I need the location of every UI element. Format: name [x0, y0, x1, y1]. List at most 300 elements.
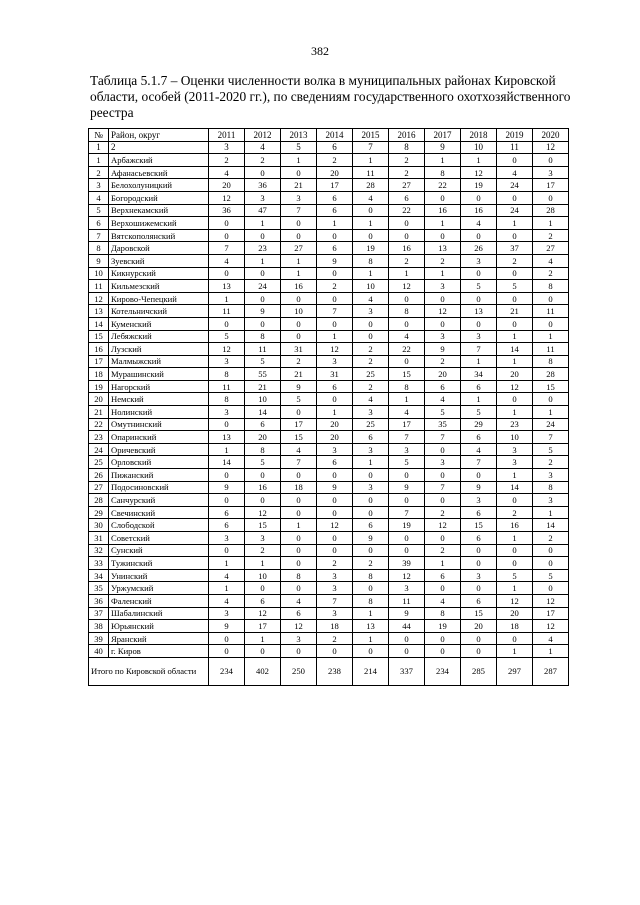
value-cell: 0 [353, 469, 389, 482]
row-number-cell: 16 [89, 343, 109, 356]
value-cell: 1 [353, 267, 389, 280]
value-cell: 18 [497, 620, 533, 633]
value-cell: 0 [497, 154, 533, 167]
value-cell: 5 [209, 330, 245, 343]
value-cell: 0 [317, 532, 353, 545]
value-cell: 0 [497, 494, 533, 507]
value-cell: 31 [317, 368, 353, 381]
table-row [89, 267, 569, 280]
value-cell: 1 [209, 292, 245, 305]
value-cell: 14 [497, 481, 533, 494]
value-cell: 0 [461, 267, 497, 280]
value-cell: 0 [497, 544, 533, 557]
value-cell: 1 [317, 217, 353, 230]
value-cell: 0 [497, 557, 533, 570]
value-cell: 16 [461, 204, 497, 217]
value-cell: 0 [425, 632, 461, 645]
value-cell: 12 [317, 519, 353, 532]
value-cell: 12 [389, 280, 425, 293]
value-cell: 1 [317, 406, 353, 419]
value-cell: 22 [389, 343, 425, 356]
value-cell: 4 [209, 569, 245, 582]
value-cell: 3 [209, 607, 245, 620]
value-cell: 3 [533, 166, 569, 179]
value-cell: 28 [533, 368, 569, 381]
value-cell: 18 [281, 481, 317, 494]
value-cell: 16 [245, 481, 281, 494]
row-number-cell: 7 [89, 229, 109, 242]
row-number-cell: 21 [89, 406, 109, 419]
value-cell: 1 [245, 217, 281, 230]
value-cell: 13 [209, 280, 245, 293]
value-cell: 9 [317, 254, 353, 267]
value-cell: 8 [533, 355, 569, 368]
district-name-cell: Тужинский [109, 557, 209, 570]
district-name-cell: Зуевский [109, 254, 209, 267]
value-cell: 7 [317, 594, 353, 607]
value-cell: 2016 [389, 129, 425, 142]
value-cell: 19 [461, 179, 497, 192]
value-cell: 17 [533, 179, 569, 192]
value-cell: 0 [353, 506, 389, 519]
value-cell: 29 [461, 418, 497, 431]
district-name-cell: Малмыжский [109, 355, 209, 368]
value-cell: 0 [281, 292, 317, 305]
value-cell: 5 [245, 355, 281, 368]
value-cell: 24 [497, 179, 533, 192]
row-number-cell: 28 [89, 494, 109, 507]
value-cell: 3 [281, 191, 317, 204]
value-cell: 4 [461, 443, 497, 456]
value-cell: 3 [533, 494, 569, 507]
value-cell: 1 [245, 254, 281, 267]
value-cell: 16 [281, 280, 317, 293]
value-cell: 0 [245, 582, 281, 595]
value-cell: 12 [281, 620, 317, 633]
value-cell: 2017 [425, 129, 461, 142]
value-cell: 1 [497, 355, 533, 368]
row-number-cell: 30 [89, 519, 109, 532]
value-cell: 0 [353, 330, 389, 343]
table-row [89, 557, 569, 570]
table-row [89, 532, 569, 545]
value-cell: 24 [533, 418, 569, 431]
value-cell: 1 [389, 393, 425, 406]
value-cell: 27 [389, 179, 425, 192]
value-cell: 5 [245, 456, 281, 469]
value-cell: 20 [317, 166, 353, 179]
table-caption: Таблица 5.1.7 – Оценки численности волка в муниципальных районах Кировской области, особей (2011-2020 гг.), по сведениям государственного охотхозяйственного реестра [90, 73, 571, 120]
row-number-cell: 4 [89, 191, 109, 204]
district-name-cell: Нагорский [109, 380, 209, 393]
value-cell: 6 [389, 191, 425, 204]
value-cell: 10 [497, 431, 533, 444]
value-cell: 44 [389, 620, 425, 633]
value-cell: 6 [317, 141, 353, 154]
value-cell: 1 [281, 519, 317, 532]
value-cell: 3 [425, 280, 461, 293]
value-cell: 0 [245, 229, 281, 242]
value-cell: 13 [353, 620, 389, 633]
row-number-cell: 40 [89, 645, 109, 658]
value-cell: 2011 [209, 129, 245, 142]
value-cell: 9 [353, 532, 389, 545]
value-cell: 25 [353, 418, 389, 431]
value-cell: 10 [245, 393, 281, 406]
value-cell: 11 [245, 343, 281, 356]
value-cell: 2013 [281, 129, 317, 142]
value-cell: 3 [317, 355, 353, 368]
value-cell: 10 [353, 280, 389, 293]
district-name-cell: Вятскополянский [109, 229, 209, 242]
value-cell: 17 [281, 418, 317, 431]
value-cell: 20 [461, 620, 497, 633]
value-cell: 14 [497, 343, 533, 356]
value-cell: 0 [389, 317, 425, 330]
value-cell: 4 [353, 393, 389, 406]
row-number-cell: 14 [89, 317, 109, 330]
value-cell: 0 [425, 494, 461, 507]
value-cell: 12 [389, 569, 425, 582]
value-cell: 20 [425, 368, 461, 381]
value-cell: 5 [461, 280, 497, 293]
value-cell: 9 [425, 141, 461, 154]
value-cell: 2 [245, 544, 281, 557]
table-row [89, 607, 569, 620]
value-cell: 2 [317, 280, 353, 293]
table-row [89, 519, 569, 532]
value-cell: 0 [317, 267, 353, 280]
value-cell: 0 [533, 393, 569, 406]
value-cell: 0 [497, 229, 533, 242]
value-cell: 0 [317, 317, 353, 330]
table-header-row [89, 129, 569, 142]
value-cell: 3 [497, 456, 533, 469]
value-cell: 26 [461, 242, 497, 255]
value-cell: 6 [425, 380, 461, 393]
district-name-cell: Нолинский [109, 406, 209, 419]
table-row [89, 544, 569, 557]
value-cell: 4 [353, 191, 389, 204]
value-cell: 3 [425, 456, 461, 469]
value-cell: 21 [281, 179, 317, 192]
value-cell: 12 [245, 607, 281, 620]
district-name-cell: Шабалинский [109, 607, 209, 620]
value-cell: 27 [281, 242, 317, 255]
value-cell: 36 [245, 179, 281, 192]
row-number-cell: 12 [89, 292, 109, 305]
value-cell: 27 [533, 242, 569, 255]
value-cell: 14 [209, 456, 245, 469]
value-cell: 0 [353, 544, 389, 557]
row-number-cell: 27 [89, 481, 109, 494]
value-cell: 8 [353, 254, 389, 267]
row-number-cell: 34 [89, 569, 109, 582]
value-cell: 8 [209, 368, 245, 381]
value-cell: 2 [533, 532, 569, 545]
value-cell: 0 [209, 494, 245, 507]
value-cell: 3 [245, 532, 281, 545]
value-cell: 1 [533, 406, 569, 419]
total-value-cell: 250 [281, 657, 317, 685]
value-cell: 28 [353, 179, 389, 192]
table-row [89, 254, 569, 267]
value-cell: 1 [425, 267, 461, 280]
value-cell: 4 [281, 443, 317, 456]
value-cell: 2018 [461, 129, 497, 142]
district-name-cell: Пижанский [109, 469, 209, 482]
table-row [89, 506, 569, 519]
row-number-cell: 5 [89, 204, 109, 217]
value-cell: 1 [497, 532, 533, 545]
value-cell: 4 [425, 594, 461, 607]
row-number-cell: 32 [89, 544, 109, 557]
value-cell: 0 [389, 469, 425, 482]
table-row [89, 166, 569, 179]
value-cell: 1 [533, 330, 569, 343]
value-cell: 18 [317, 620, 353, 633]
value-cell: 0 [425, 443, 461, 456]
value-cell: 10 [281, 305, 317, 318]
value-cell: 9 [245, 305, 281, 318]
value-cell: 15 [533, 380, 569, 393]
value-cell: 4 [245, 141, 281, 154]
value-cell: 0 [281, 557, 317, 570]
value-cell: 23 [497, 418, 533, 431]
value-cell: 7 [461, 456, 497, 469]
value-cell: 0 [425, 292, 461, 305]
value-cell: 0 [425, 582, 461, 595]
value-cell: 4 [209, 594, 245, 607]
row-number-cell: 26 [89, 469, 109, 482]
total-value-cell: 214 [353, 657, 389, 685]
value-cell: 0 [209, 229, 245, 242]
value-cell: 3 [317, 569, 353, 582]
district-name-cell: Подосиновский [109, 481, 209, 494]
value-cell: 2 [497, 506, 533, 519]
value-cell: 2 [389, 154, 425, 167]
table-total-row [89, 657, 569, 685]
value-cell: 0 [533, 544, 569, 557]
value-cell: 11 [353, 166, 389, 179]
table-row [89, 343, 569, 356]
value-cell: 0 [281, 406, 317, 419]
row-number-cell: № [89, 129, 109, 142]
value-cell: 0 [353, 229, 389, 242]
value-cell: 1 [353, 154, 389, 167]
district-name-cell: Кикнурский [109, 267, 209, 280]
value-cell: 3 [533, 469, 569, 482]
value-cell: 0 [353, 645, 389, 658]
value-cell: 3 [461, 254, 497, 267]
value-cell: 1 [245, 632, 281, 645]
value-cell: 0 [461, 229, 497, 242]
value-cell: 0 [461, 557, 497, 570]
value-cell: 6 [317, 380, 353, 393]
value-cell: 12 [209, 343, 245, 356]
value-cell: 0 [353, 204, 389, 217]
district-name-cell: Куменский [109, 317, 209, 330]
value-cell: 0 [209, 632, 245, 645]
value-cell: 0 [317, 506, 353, 519]
value-cell: 0 [533, 191, 569, 204]
value-cell: 0 [389, 632, 425, 645]
value-cell: 4 [389, 406, 425, 419]
value-cell: 6 [317, 191, 353, 204]
value-cell: 24 [497, 204, 533, 217]
value-cell: 8 [425, 607, 461, 620]
value-cell: 6 [245, 418, 281, 431]
value-cell: 12 [425, 519, 461, 532]
value-cell: 0 [281, 645, 317, 658]
table-row [89, 418, 569, 431]
value-cell: 0 [281, 532, 317, 545]
value-cell: 9 [209, 620, 245, 633]
value-cell: 1 [209, 557, 245, 570]
value-cell: 20 [209, 179, 245, 192]
value-cell: 11 [209, 305, 245, 318]
value-cell: 10 [245, 569, 281, 582]
value-cell: 2019 [497, 129, 533, 142]
value-cell: 1 [497, 217, 533, 230]
value-cell: 7 [209, 242, 245, 255]
row-number-cell: 22 [89, 418, 109, 431]
value-cell: 9 [209, 481, 245, 494]
value-cell: 7 [281, 204, 317, 217]
total-value-cell: 402 [245, 657, 281, 685]
district-name-cell: Юрьянский [109, 620, 209, 633]
value-cell: 0 [389, 217, 425, 230]
value-cell: 8 [353, 569, 389, 582]
row-number-cell: 1 [89, 154, 109, 167]
table-row [89, 204, 569, 217]
value-cell: 2 [353, 343, 389, 356]
row-number-cell: 18 [89, 368, 109, 381]
district-name-cell: Фаленский [109, 594, 209, 607]
value-cell: 3 [497, 443, 533, 456]
row-number-cell: 1 [89, 141, 109, 154]
district-name-cell: Район, округ [109, 129, 209, 142]
value-cell: 5 [461, 406, 497, 419]
table-row [89, 355, 569, 368]
table-row [89, 330, 569, 343]
district-name-cell: Даровской [109, 242, 209, 255]
value-cell: 2012 [245, 129, 281, 142]
value-cell: 12 [533, 594, 569, 607]
value-cell: 0 [461, 582, 497, 595]
value-cell: 1 [461, 154, 497, 167]
total-value-cell: 297 [497, 657, 533, 685]
value-cell: 1 [425, 154, 461, 167]
value-cell: 0 [245, 317, 281, 330]
district-name-cell: Котельничский [109, 305, 209, 318]
district-name-cell: Омутнинский [109, 418, 209, 431]
value-cell: 5 [533, 569, 569, 582]
value-cell: 47 [245, 204, 281, 217]
value-cell: 8 [425, 166, 461, 179]
district-name-cell: г. Киров [109, 645, 209, 658]
value-cell: 21 [245, 380, 281, 393]
value-cell: 1 [497, 582, 533, 595]
value-cell: 2 [209, 154, 245, 167]
value-cell: 2 [533, 229, 569, 242]
district-name-cell: Яранский [109, 632, 209, 645]
value-cell: 5 [497, 569, 533, 582]
value-cell: 5 [425, 406, 461, 419]
table-row [89, 582, 569, 595]
row-number-cell: 3 [89, 179, 109, 192]
value-cell: 0 [497, 393, 533, 406]
value-cell: 0 [533, 557, 569, 570]
value-cell: 3 [245, 191, 281, 204]
value-cell: 2020 [533, 129, 569, 142]
value-cell: 9 [389, 607, 425, 620]
value-cell: 2015 [353, 129, 389, 142]
value-cell: 0 [461, 544, 497, 557]
value-cell: 1 [425, 557, 461, 570]
value-cell: 1 [281, 254, 317, 267]
value-cell: 1 [533, 645, 569, 658]
value-cell: 15 [245, 519, 281, 532]
value-cell: 19 [389, 519, 425, 532]
value-cell: 7 [353, 141, 389, 154]
value-cell: 8 [533, 481, 569, 494]
value-cell: 8 [389, 141, 425, 154]
value-cell: 0 [209, 645, 245, 658]
value-cell: 12 [497, 594, 533, 607]
value-cell: 13 [425, 242, 461, 255]
value-cell: 4 [389, 330, 425, 343]
value-cell: 0 [209, 418, 245, 431]
value-cell: 22 [425, 179, 461, 192]
value-cell: 3 [353, 481, 389, 494]
row-number-cell: 11 [89, 280, 109, 293]
table-row [89, 645, 569, 658]
value-cell: 2 [317, 557, 353, 570]
table-row [89, 469, 569, 482]
value-cell: 25 [353, 368, 389, 381]
value-cell: 5 [497, 280, 533, 293]
value-cell: 4 [209, 166, 245, 179]
value-cell: 0 [497, 632, 533, 645]
district-name-cell: Верхнекамский [109, 204, 209, 217]
value-cell: 11 [389, 594, 425, 607]
value-cell: 0 [209, 544, 245, 557]
value-cell: 0 [245, 494, 281, 507]
value-cell: 2 [497, 254, 533, 267]
value-cell: 0 [317, 292, 353, 305]
value-cell: 0 [461, 632, 497, 645]
value-cell: 0 [209, 267, 245, 280]
table-row [89, 494, 569, 507]
value-cell: 1 [353, 607, 389, 620]
value-cell: 4 [209, 254, 245, 267]
value-cell: 20 [317, 431, 353, 444]
row-number-cell: 8 [89, 242, 109, 255]
value-cell: 6 [461, 380, 497, 393]
value-cell: 7 [425, 481, 461, 494]
table-row [89, 179, 569, 192]
value-cell: 0 [353, 582, 389, 595]
total-value-cell: 337 [389, 657, 425, 685]
value-cell: 19 [425, 620, 461, 633]
value-cell: 4 [281, 594, 317, 607]
value-cell: 3 [281, 632, 317, 645]
value-cell: 0 [281, 506, 317, 519]
row-number-cell: 25 [89, 456, 109, 469]
value-cell: 5 [281, 141, 317, 154]
value-cell: 16 [497, 519, 533, 532]
